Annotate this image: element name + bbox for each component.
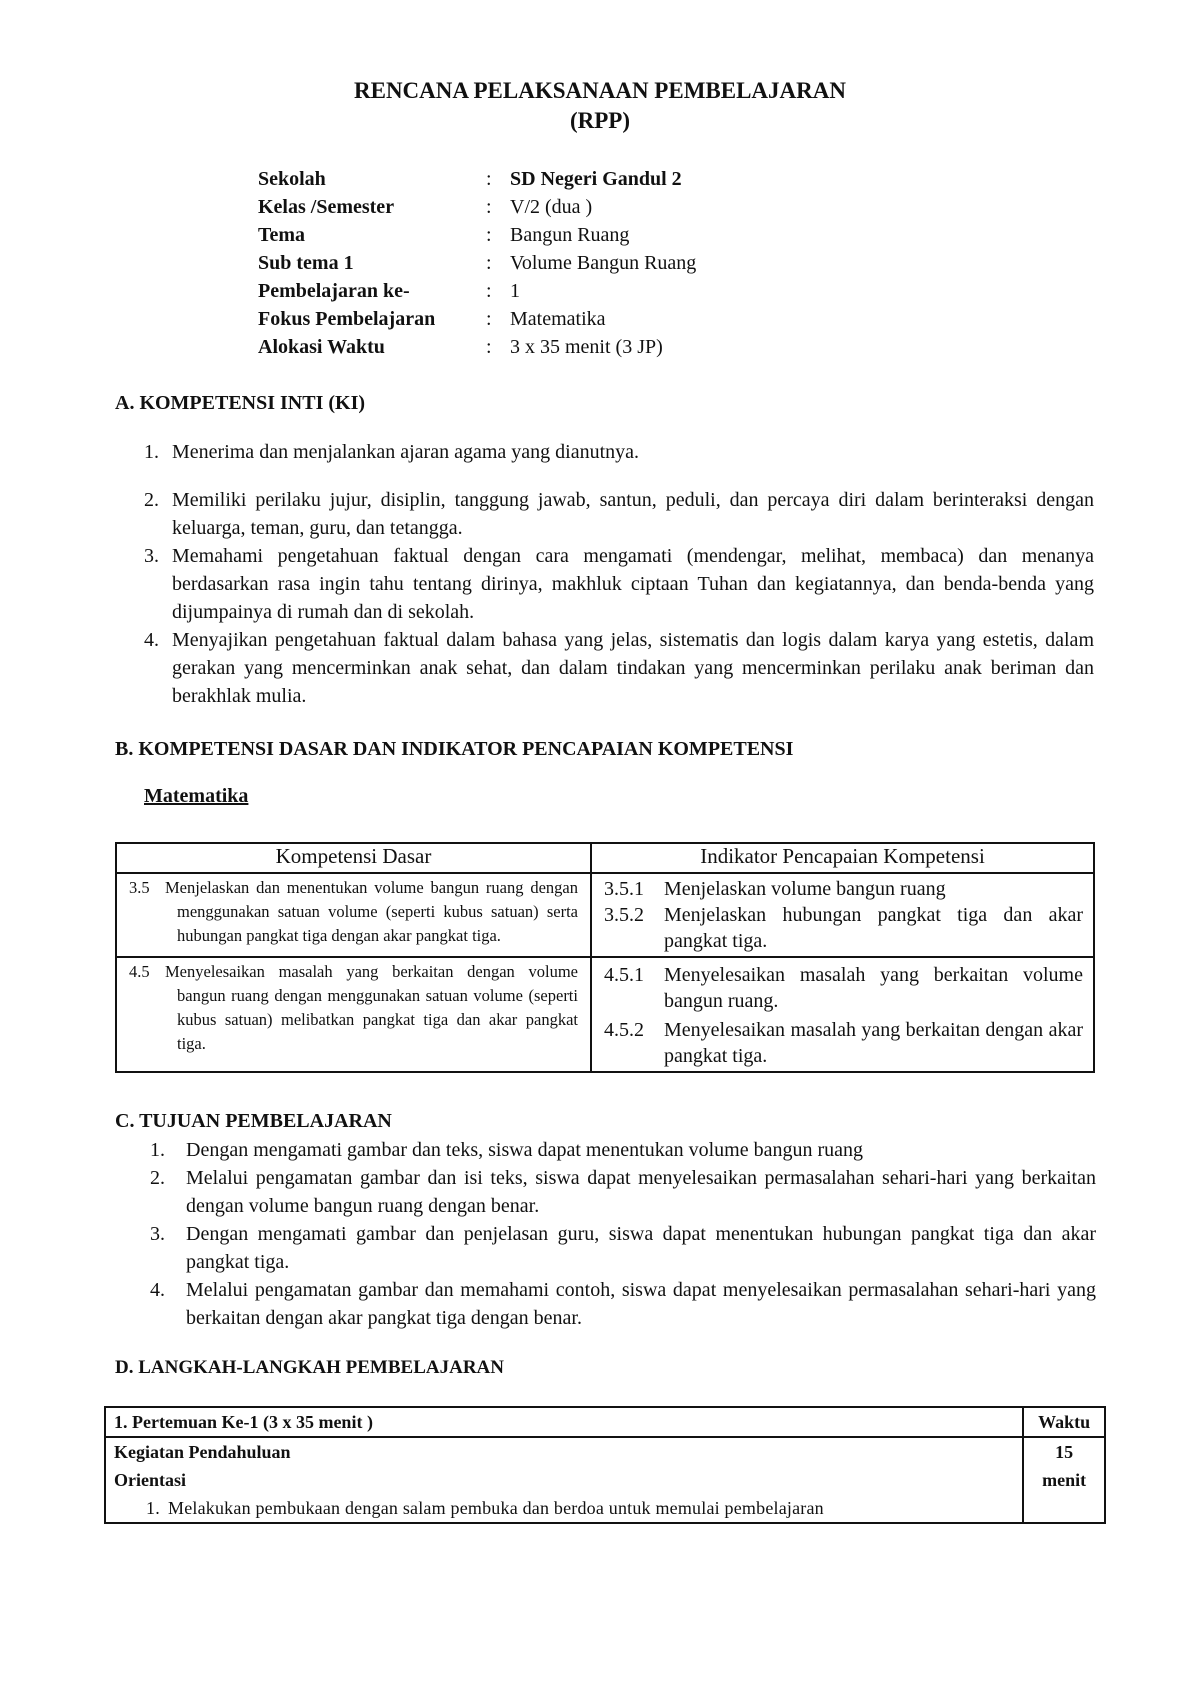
ki-list xyxy=(144,438,1094,710)
list-item xyxy=(144,542,1094,626)
identity-value: 1 xyxy=(510,280,520,302)
kd-number: 3.5 xyxy=(129,878,150,897)
indicator-text: Menyelesaikan masalah yang berkaitan volume bangun ruang. xyxy=(663,964,1083,1012)
list-number: 3. xyxy=(150,1223,165,1245)
table-row xyxy=(116,873,1094,957)
meeting-header: 1. Pertemuan Ke-1 (3 x 35 menit ) xyxy=(105,1407,1023,1437)
identity-row-class xyxy=(258,193,696,221)
indicator-text: Menjelaskan hubungan pangkat tiga dan akar pangkat tiga. xyxy=(663,904,1083,952)
kd-number: 4.5 xyxy=(129,962,150,981)
identity-label: Alokasi Waktu xyxy=(258,336,385,358)
learning-steps-table xyxy=(104,1406,1106,1524)
list-item xyxy=(150,1164,1096,1220)
indicator-number: 3.5.1 xyxy=(603,878,644,900)
table-header-indicator: Indikator Pencapaian Kompetensi xyxy=(591,843,1094,873)
step-number: 1. xyxy=(146,1498,160,1518)
identity-colon: : xyxy=(486,280,492,302)
subject-heading: Matematika xyxy=(144,785,249,807)
identity-label: Fokus Pembelajaran xyxy=(258,308,436,330)
activity-cell xyxy=(105,1437,1023,1523)
identity-label: Tema xyxy=(258,224,306,246)
identity-value: Matematika xyxy=(510,308,606,330)
document-title: RENCANA PELAKSANAAN PEMBELAJARAN xyxy=(354,78,846,103)
identity-label: Sekolah xyxy=(258,168,326,190)
list-text: Memahami pengetahuan faktual dengan cara mengamati (mendengar, melihat, membaca) dan menanya berdasarkan rasa ingin tahu tentang dirinya, makhluk ciptaan Tuhan dan kegiatannya, dan benda-benda yang dijumpainya di rumah dan di sekolah. xyxy=(172,545,1094,623)
competency-table xyxy=(115,842,1095,1073)
list-item xyxy=(150,1220,1096,1276)
kd-cell xyxy=(116,873,591,957)
identity-row-subtheme xyxy=(258,249,696,277)
indicator-text: Menyelesaikan masalah yang berkaitan dengan akar pangkat tiga. xyxy=(663,1019,1083,1067)
identity-value: SD Negeri Gandul 2 xyxy=(510,168,682,190)
list-number: 1. xyxy=(144,441,159,463)
identity-value: Volume Bangun Ruang xyxy=(510,252,697,274)
list-number: 2. xyxy=(150,1167,165,1189)
section-a-heading: A. KOMPETENSI INTI (KI) xyxy=(115,392,366,414)
identity-label: Pembelajaran ke- xyxy=(258,280,410,302)
list-number: 1. xyxy=(150,1139,165,1161)
identity-row-focus xyxy=(258,305,696,333)
list-number: 3. xyxy=(144,545,159,567)
identity-colon: : xyxy=(486,308,492,330)
identity-value: V/2 (dua ) xyxy=(510,196,593,218)
indicator-number: 3.5.2 xyxy=(603,904,644,926)
indicator-cell xyxy=(591,957,1094,1072)
activity-title: Kegiatan Pendahuluan xyxy=(114,1442,291,1462)
identity-block xyxy=(258,165,696,361)
phase-title: Orientasi xyxy=(114,1470,186,1490)
table-row xyxy=(116,957,1094,1072)
indicator-number: 4.5.2 xyxy=(603,1019,644,1041)
list-item xyxy=(150,1136,1096,1164)
identity-colon: : xyxy=(486,224,492,246)
list-text: Dengan mengamati gambar dan penjelasan guru, siswa dapat menentukan hubungan pangkat tiga dan akar pangkat tiga. xyxy=(186,1223,1096,1273)
indicator-text: Menjelaskan volume bangun ruang xyxy=(663,878,946,900)
identity-row-school xyxy=(258,165,696,193)
step-item xyxy=(114,1494,1014,1522)
indicator-cell xyxy=(591,873,1094,957)
list-number: 4. xyxy=(150,1279,165,1301)
list-item xyxy=(144,626,1094,710)
list-text: Menerima dan menjalankan ajaran agama yang dianutnya. xyxy=(172,441,640,463)
list-item xyxy=(150,1276,1096,1332)
list-text: Melalui pengamatan gambar dan memahami contoh, siswa dapat menyelesaikan permasalahan sehari-hari yang berkaitan dengan akar pangkat tiga dengan benar. xyxy=(186,1279,1096,1329)
list-number: 2. xyxy=(144,489,159,511)
section-b-heading: B. KOMPETENSI DASAR DAN INDIKATOR PENCAPAIAN KOMPETENSI xyxy=(115,738,794,760)
time-value: 15 xyxy=(1055,1442,1074,1462)
document-subtitle: (RPP) xyxy=(569,108,631,133)
identity-value: 3 x 35 menit (3 JP) xyxy=(510,336,663,358)
list-number: 4. xyxy=(144,629,159,651)
list-item xyxy=(144,438,1094,466)
list-text: Menyajikan pengetahuan faktual dalam bahasa yang jelas, sistematis dan logis dalam karya yang estetis, dalam gerakan yang mencerminkan anak sehat, dan dalam tindakan yang mencerminkan perilaku anak beriman dan berakhlak mulia. xyxy=(172,629,1094,707)
table-header-kd: Kompetensi Dasar xyxy=(116,843,591,873)
list-text: Dengan mengamati gambar dan teks, siswa dapat menentukan volume bangun ruang xyxy=(186,1139,864,1161)
identity-colon: : xyxy=(486,336,492,358)
section-d-heading: D. LANGKAH-LANGKAH PEMBELAJARAN xyxy=(115,1357,504,1378)
list-item xyxy=(144,486,1094,542)
identity-value: Bangun Ruang xyxy=(510,224,630,246)
kd-text: Menjelaskan dan menentukan volume bangun ruang dengan menggunakan satuan volume (seperti kubus satuan) serta hubungan pangkat tiga dengan akar pangkat tiga. xyxy=(165,878,578,945)
step-text: Melakukan pembukaan dengan salam pembuka dan berdoa untuk memulai pembelajaran xyxy=(168,1498,824,1518)
identity-row-time xyxy=(258,333,696,361)
objective-list xyxy=(150,1136,1096,1332)
identity-row-lesson xyxy=(258,277,696,305)
list-text: Melalui pengamatan gambar dan isi teks, siswa dapat menyelesaikan permasalahan sehari-hari yang berkaitan dengan volume bangun ruang dengan benar. xyxy=(186,1167,1096,1217)
time-cell xyxy=(1023,1437,1105,1523)
identity-label: Sub tema 1 xyxy=(258,252,354,274)
kd-text: Menyelesaikan masalah yang berkaitan dengan volume bangun ruang dengan menggunakan satuan volume (seperti kubus satuan) melibatkan pangkat tiga dan akar pangkat tiga. xyxy=(165,962,578,1053)
section-c-heading: C. TUJUAN PEMBELAJARAN xyxy=(115,1110,392,1132)
identity-label: Kelas /Semester xyxy=(258,196,395,218)
identity-colon: : xyxy=(486,252,492,274)
list-text: Memiliki perilaku jujur, disiplin, tanggung jawab, santun, peduli, dan percaya diri dalam berinteraksi dengan keluarga, teman, guru, dan tetangga. xyxy=(172,489,1094,539)
time-unit: menit xyxy=(1042,1470,1087,1490)
identity-colon: : xyxy=(486,196,492,218)
identity-row-theme xyxy=(258,221,696,249)
kd-cell xyxy=(116,957,591,1072)
time-header: Waktu xyxy=(1023,1407,1105,1437)
indicator-number: 4.5.1 xyxy=(603,964,644,986)
identity-colon: : xyxy=(486,168,492,190)
